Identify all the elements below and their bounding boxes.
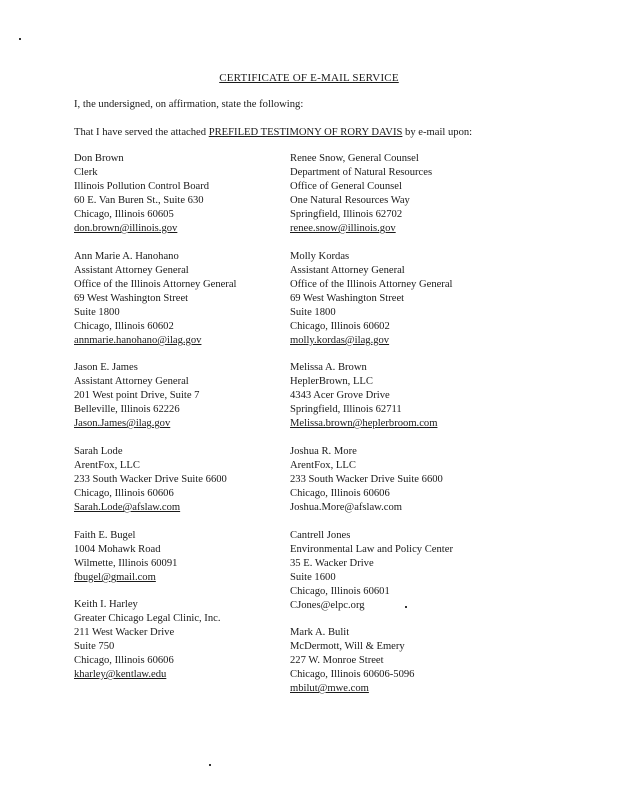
recipient-name: Cantrell Jones — [290, 530, 351, 541]
recipient-address: One Natural Resources Way — [290, 195, 410, 206]
recipient-city: Springfield, Illinois 62711 — [290, 404, 402, 415]
scan-speck — [405, 606, 407, 608]
recipient-organization: ArentFox, LLC — [74, 460, 140, 471]
recipient-email-link[interactable]: renee.snow@illinois.gov — [290, 223, 396, 234]
recipient-title: Clerk — [74, 167, 98, 178]
recipient-email-link[interactable]: Melissa.brown@heplerbroom.com — [290, 418, 438, 429]
recipient-name: Renee Snow, General Counsel — [290, 153, 419, 164]
recipient-name: Faith E. Bugel — [74, 530, 136, 541]
recipient-suite: Suite 750 — [74, 641, 115, 652]
scan-speck — [19, 38, 21, 40]
recipient-city: Chicago, Illinois 60606 — [290, 488, 390, 499]
recipient-block — [74, 598, 221, 682]
recipient-block — [290, 626, 414, 696]
recipient-name: Ann Marie A. Hanohano — [74, 251, 179, 262]
recipient-name: Joshua R. More — [290, 446, 357, 457]
recipient-organization: Department of Natural Resources — [290, 167, 433, 178]
recipient-organization: Office of the Illinois Attorney General — [74, 279, 237, 290]
recipient-suite: Suite 1800 — [290, 307, 336, 318]
recipient-block — [74, 445, 227, 515]
recipient-address: 211 West Wacker Drive — [74, 627, 175, 638]
recipient-organization: Illinois Pollution Control Board — [74, 181, 210, 192]
recipient-organization: Office of the Illinois Attorney General — [290, 279, 453, 290]
recipient-name: Don Brown — [74, 153, 124, 164]
recipient-address: 69 West Washington Street — [74, 293, 189, 304]
recipient-email-link[interactable]: CJones@elpc.org — [290, 600, 365, 611]
recipient-email-link[interactable]: molly.kordas@ilag.gov — [290, 335, 390, 346]
recipient-email-link[interactable]: don.brown@illinois.gov — [74, 223, 178, 234]
recipient-organization: ArentFox, LLC — [290, 460, 356, 471]
recipient-address: 233 South Wacker Drive Suite 6600 — [290, 474, 443, 485]
recipient-name: Mark A. Bulit — [290, 627, 350, 638]
recipient-address: 60 E. Van Buren St., Suite 630 — [74, 195, 204, 206]
recipient-city: Chicago, Illinois 60605 — [74, 209, 174, 220]
recipient-block — [290, 152, 432, 236]
scan-speck — [209, 764, 211, 766]
recipient-name: Molly Kordas — [290, 251, 350, 262]
recipient-block — [74, 529, 177, 585]
recipient-email-link[interactable]: Sarah.Lode@afslaw.com — [74, 502, 181, 513]
recipient-city: Springfield, Illinois 62702 — [290, 209, 403, 220]
recipient-email-link[interactable]: mbilut@mwe.com — [290, 683, 369, 694]
recipient-email-link[interactable]: Jason.James@ilag.gov — [74, 418, 171, 429]
recipient-block — [290, 529, 453, 613]
recipient-address: 227 W. Monroe Street — [290, 655, 384, 666]
recipient-organization: Greater Chicago Legal Clinic, Inc. — [74, 613, 221, 624]
recipient-address: 233 South Wacker Drive Suite 6600 — [74, 474, 227, 485]
recipient-address: 1004 Mohawk Road — [74, 544, 161, 555]
recipient-block — [290, 445, 443, 515]
certificate-title: CERTIFICATE OF E-MAIL SERVICE — [219, 72, 399, 84]
service-statement-suffix: by e-mail upon: — [405, 127, 473, 138]
recipient-email-link[interactable]: annmarie.hanohano@ilag.gov — [74, 335, 202, 346]
recipient-title: Assistant Attorney General — [74, 376, 189, 387]
recipient-block — [74, 361, 199, 431]
recipient-name: Melissa A. Brown — [290, 362, 367, 373]
recipient-address: 4343 Acer Grove Drive — [290, 390, 390, 401]
recipient-suite: Suite 1600 — [290, 572, 336, 583]
service-statement — [74, 126, 472, 140]
recipient-email-link[interactable]: Joshua.More@afslaw.com — [290, 502, 403, 513]
service-statement-prefix: That I have served the attached — [74, 127, 207, 138]
recipient-address: 35 E. Wacker Drive — [290, 558, 374, 569]
recipient-email-link[interactable]: kharley@kentlaw.edu — [74, 669, 167, 680]
recipient-organization: HeplerBrown, LLC — [290, 376, 373, 387]
recipient-address: 69 West Washington Street — [290, 293, 405, 304]
recipient-city: Chicago, Illinois 60602 — [74, 321, 174, 332]
recipient-city: Chicago, Illinois 60606-5096 — [290, 669, 415, 680]
recipient-block — [290, 361, 437, 431]
recipient-title: Assistant Attorney General — [74, 265, 189, 276]
recipient-city: Chicago, Illinois 60606 — [74, 655, 174, 666]
served-document-title: PREFILED TESTIMONY OF RORY DAVIS — [208, 127, 403, 138]
recipient-city: Chicago, Illinois 60601 — [290, 586, 390, 597]
recipient-city: Chicago, Illinois 60602 — [290, 321, 390, 332]
recipient-email-link[interactable]: fbugel@gmail.com — [74, 572, 156, 583]
recipient-suite: Suite 1800 — [74, 307, 120, 318]
recipient-title: Assistant Attorney General — [290, 265, 405, 276]
recipient-city: Belleville, Illinois 62226 — [74, 404, 180, 415]
recipient-block — [74, 250, 237, 348]
recipient-name: Jason E. James — [74, 362, 138, 373]
recipient-block — [290, 250, 453, 348]
recipient-organization: Environmental Law and Policy Center — [290, 544, 453, 555]
recipient-office: Office of General Counsel — [290, 181, 402, 192]
recipient-name: Keith I. Harley — [74, 599, 138, 610]
recipient-city: Wilmette, Illinois 60091 — [74, 558, 178, 569]
affirmation-statement: I, the undersigned, on affirmation, state the following: — [74, 99, 304, 110]
recipient-block — [74, 152, 209, 236]
recipient-organization: McDermott, Will & Emery — [290, 641, 405, 652]
recipient-address: 201 West point Drive, Suite 7 — [74, 390, 200, 401]
recipient-name: Sarah Lode — [74, 446, 123, 457]
recipient-city: Chicago, Illinois 60606 — [74, 488, 174, 499]
